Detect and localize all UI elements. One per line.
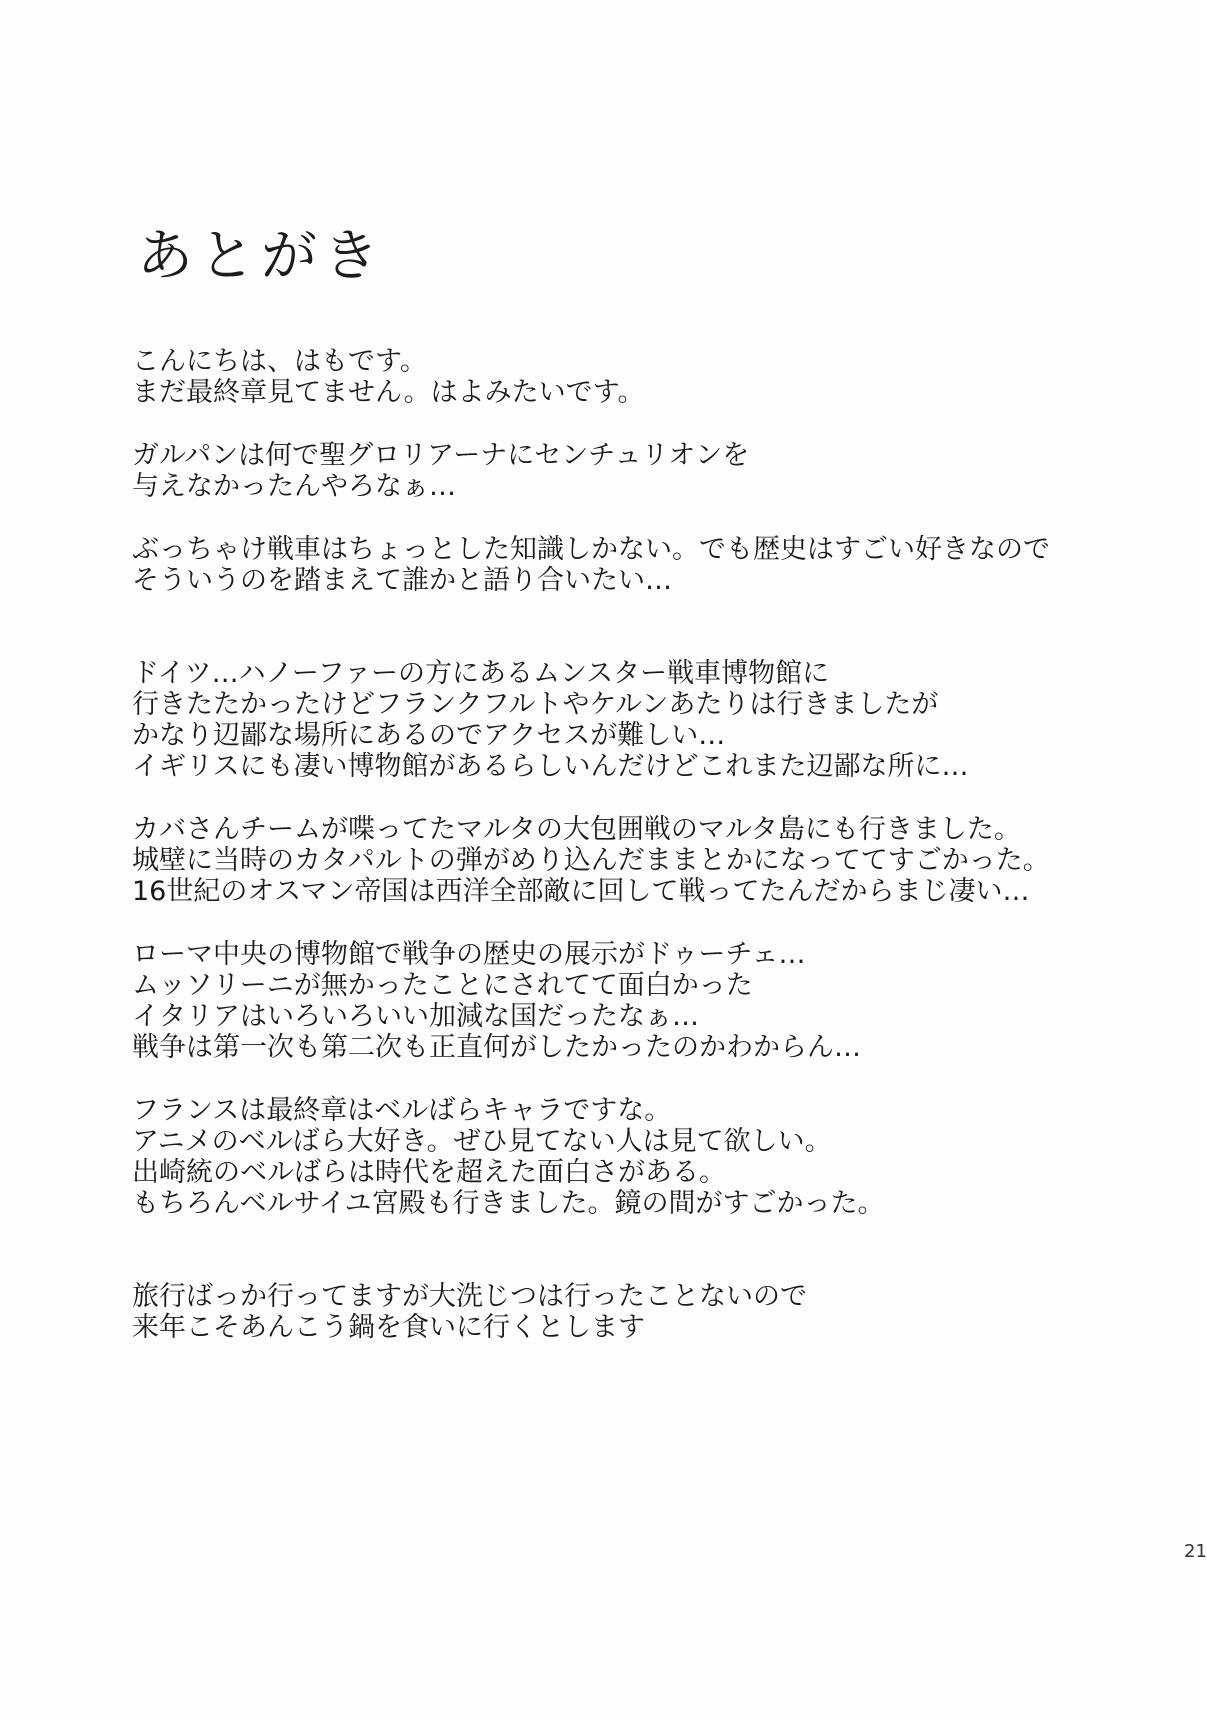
text-line: 16世紀のオスマン帝国は西洋全部敵に回して戦ってたんだからまじ凄い… [132,876,1030,907]
text-line: 出崎統のベルばらは時代を超えた面白さがある。 [132,1157,726,1188]
text-line: アニメのベルばら大好き。ぜひ見てない人は見て欲しい。 [132,1126,832,1157]
text-line: 戦争は第一次も第二次も正直何がしたかったのかわからん… [132,1032,861,1063]
text-line: 来年こそあんこう鍋を食いに行くとします [132,1312,645,1343]
paragraph-spacer [132,502,1132,534]
text-line: 与えなかったんやろなぁ… [132,471,456,502]
text-line: もちろんベルサイユ宮殿も行きました。鏡の間がすごかった。 [132,1188,885,1219]
text-line: ローマ中央の博物館で戦争の歴史の展示がドゥーチェ… [132,939,806,970]
text-line: かなり辺鄙な場所にあるのでアクセスが難しい… [132,720,726,751]
paragraph-centurion [132,440,1132,502]
text-line: ドイツ…ハノーファーの方にあるムンスター戦車博物館に [132,658,830,689]
paragraph-france [132,1095,1132,1219]
paragraph-spacer [132,596,1132,658]
paragraph-spacer [132,1219,1132,1281]
paragraph-greeting [132,346,1132,408]
text-line: ガルパンは何で聖グロリアーナにセンチュリオンを [132,440,750,471]
page-title: あとがき [137,224,385,289]
text-line: イギリスにも凄い博物館があるらしいんだけどこれまた辺鄙な所に… [132,751,969,782]
paragraph-spacer [132,408,1132,440]
paragraph-spacer [132,782,1132,814]
paragraph-germany [132,658,1132,782]
text-line: 旅行ばっか行ってますが大洗じつは行ったことないので [132,1281,807,1312]
paragraph-spacer [132,907,1132,939]
text-line: ぶっちゃけ戦車はちょっとした知識しかない。でも歴史はすごい好きなので [132,534,1050,565]
paragraph-italy [132,939,1132,1063]
text-line: そういうのを踏まえて誰かと語り合いたい… [132,565,672,596]
paragraph-spacer [132,1063,1132,1095]
text-line: カバさんチームが喋ってたマルタの大包囲戦のマルタ島にも行きました。 [132,814,1021,845]
paragraph-oarai [132,1281,1132,1343]
text-line: イタリアはいろいろいい加減な国だったなぁ… [132,1001,699,1032]
page-number: 21 [1184,1541,1207,1562]
afterword-body [132,346,1132,1343]
paragraph-malta [132,814,1132,907]
paragraph-history [132,534,1132,596]
text-line: まだ最終章見てません。はよみたいです。 [132,377,645,408]
text-line: フランスは最終章はベルばらキャラですな。 [132,1095,672,1126]
text-line: 城壁に当時のカタパルトの弾がめり込んだままとかになっててすごかった。 [132,845,1050,876]
text-line: こんにちは、はもです。 [132,346,427,377]
text-line: ムッソリーニが無かったことにされてて面白かった [132,970,753,1001]
text-line: 行きたたかったけどフランクフルトやケルンあたりは行きましたが [132,689,939,720]
